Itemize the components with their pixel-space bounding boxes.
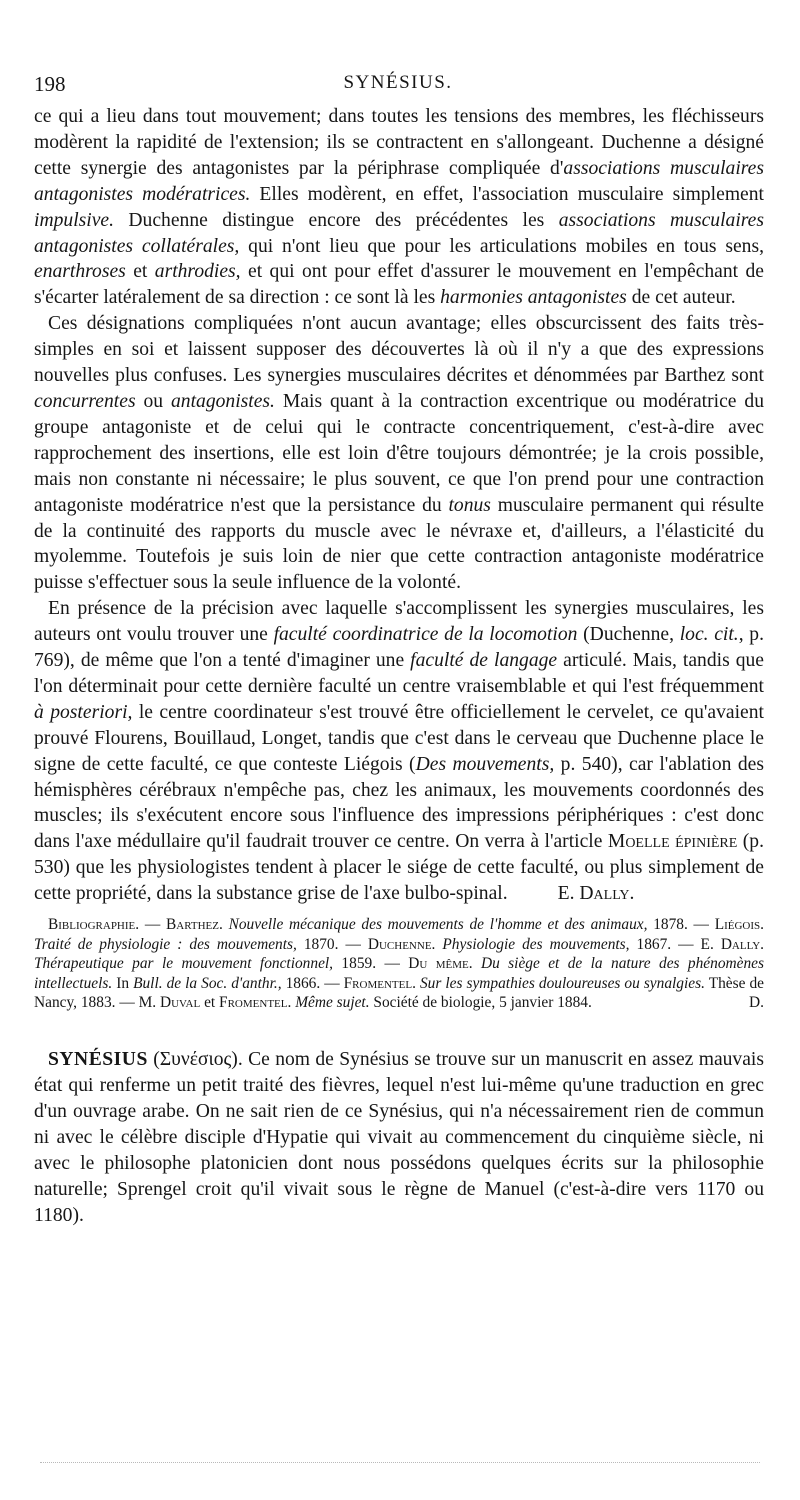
bibliography: Bibliographie. — Barthez. Nouvelle mécanique des mouvements de l'homme et des animaux, 1878. — Liégois. Traité de physiologie : des mouvements, 1870. — Duchenne. Physiologie des mouvements, 1867. — E. Dally. Thérapeutique par le mouvement fonctionnel, 1859. — Du même. Du siège et de la nature des phénomènes intellectuels. In Bull. de la Soc. d'anthr., 1866. — Fromentel. Sur les sympathies douloureuses ou synalgies. Thèse de Nancy, 1883. — M. Duval et Fromentel. Même sujet. Société de biologie, 5 janvier 1884. D. — [34, 916, 764, 1012]
bib-title: Bull. de la Soc. d'anthr., — [133, 974, 282, 992]
page-number: 198 — [34, 72, 66, 96]
text-run: ou — [135, 390, 171, 412]
text-run: (Duchenne, — [577, 624, 680, 646]
bib-title: Même sujet. — [295, 994, 370, 1012]
text-run: p. 540), car l'ablation des hémisphères cérébraux n'empêche pas, chez les animaux, les mouvements coordonnés des muscles; ils s'exécutent encore sous l'influence des impressions périphériques : c'est donc dans l'axe médullaire qu'il faudrait trouver ce centre. On verra à l'article — [34, 753, 764, 853]
bib-title: Nouvelle mécanique des mouvements de l'homme et des animaux, — [228, 916, 648, 934]
text-run: En présence de la précision avec laquelle s'accomplissent les synergies musculaires, les auteurs ont voulu trouver une — [34, 598, 764, 646]
text-run: Mais quant à la contraction excentrique ou modératrice du groupe antagoniste et de celui qui le contracte concentriquement, c'est-à-dire avec rapprochement des insertions, elle est loin d'être toujours démontrée; je la crois possible, mais non constante ni nécessaire; le plus souvent, ce que l'on prend pour une contraction antagoniste modératrice n'est que la persistance du — [34, 390, 764, 516]
bib-text: Société de biologie, 5 janvier 1884. — [369, 994, 592, 1012]
bib-author: Dally. — [720, 935, 764, 953]
italic-term: concurrentes — [34, 390, 136, 412]
italic-term: tonus — [448, 494, 491, 516]
italic-term: enarthroses — [34, 261, 126, 283]
bib-text: 1866. — — [281, 974, 344, 992]
paragraph-designations — [34, 311, 764, 596]
bib-author: Fromentel. — [219, 994, 292, 1012]
text-run: Duchenne distingue encore des précédentes les — [114, 209, 559, 231]
text-run: Ces désignations compliquées n'ont aucun avantage; elles obscurcissent des faits très-simples en soi et laissent supposer des découvertes là où il n'y a que des expressions nouvelles plus confuses. Les synergies musculaires décrites et dénommées par Barthez sont — [34, 313, 764, 387]
bib-text: Thèse de Nancy, 1883. — M. — [34, 974, 764, 1012]
bib-title: Traité de physiologie : des mouvements, — [34, 935, 297, 953]
text-run: , p. 769), de même que l'on a tenté d'imaginer une — [34, 624, 764, 672]
page-body — [34, 104, 764, 1228]
bottom-divider — [40, 1462, 760, 1465]
bib-title: Thérapeutique par le mouvement fonctionnel, — [34, 955, 334, 973]
text-run: articulé. Mais, tandis que l'on déterminait pour cette dernière faculté un centre vraisemblable et qui l'est fréquemment — [34, 650, 765, 697]
italic-term: associations musculaires antagonistes modératrices. — [34, 157, 764, 205]
running-header — [34, 72, 762, 102]
text-run: (p. 530) que les physiologistes tendent à placer le siége de cette faculté, ou plus simplement de cette propriété, dans la substance grise de l'axe bulbo-spinal. — [34, 831, 764, 905]
bib-text: 1859. — — [333, 955, 409, 973]
text-run: qui n'ont lieu que pour les articulations mobiles en tous sens, — [239, 235, 764, 257]
italic-term: associations musculaires antagonistes collatérales, — [34, 209, 764, 257]
running-title: SYNÉSIUS. — [343, 72, 453, 93]
italic-term: harmonies antagonistes — [440, 287, 627, 309]
bib-text: In — [112, 974, 134, 992]
text-run: le centre coordinateur s'est trouvé être officiellement le cervelet, ce qu'avaient prouvé Flourens, Bouillaud, Longet, tandis que c'est dans le cerveau que Duchenne place le signe de cette faculté, ce que conteste Liégois ( — [34, 701, 764, 775]
italic-term: arthrodies, — [154, 261, 241, 283]
entry-greek: (Συνέσιος). — [153, 1049, 243, 1071]
bib-title: Physiologie des mouvements, — [442, 935, 630, 953]
bib-text: 1867. — E. — [629, 935, 721, 953]
text-run: Elles modèrent, en effet, l'association musculaire simplement — [250, 183, 764, 205]
italic-term: Des mouvements, — [415, 753, 555, 775]
text-run: Ce nom de Synésius se trouve sur un manuscrit en assez mauvais état qui renferme un petit traité des fièvres, lequel n'est lui-même qu'une traduction en grec d'un ouvrage arabe. On ne sait rien de ce Synésius, qui n'a nécessairement rien de commun ni avec le célèbre disciple d'Hypatie qui vivait au commencement du cinquième siècle, ni avec le philosophe platonicien dont nous possédons quelques écrits sur la philosophie naturelle; Sprengel croit qu'il vivait sous le règne de Manuel (c'est-à-dire vers 1170 ou 1180). — [34, 1049, 764, 1226]
text-run: musculaire permanent qui résulte de la continuité des rapports du muscle avec le névraxe et, d'ailleurs, a l'élasticité du myolemme. Toutefois je suis loin de nier que cette contraction antagoniste modératrice puisse s'effectuer sous la seule influence de la volonté. — [34, 494, 764, 594]
cross-reference: Moelle épinière — [607, 831, 738, 853]
italic-term: faculté coordinatrice de la locomotion — [273, 624, 578, 646]
text-run: ce qui a lieu dans tout mouvement; dans toutes les tensions des membres, les fléchisseurs modèrent la rapidité de l'extension; ils se contractent en s'allongeant. Duchenne a désigné cette synergie des antagonistes par la périphrase compliquée d' — [34, 106, 764, 179]
italic-term: loc. cit. — [679, 624, 739, 646]
entry-synesius — [34, 1047, 764, 1228]
bibliography-signature: D. — [749, 994, 764, 1012]
bib-author: Barthez. — [165, 916, 223, 934]
author-signature: E. Dally. — [557, 883, 635, 905]
bib-title: Du siège et de la nature des phénomènes intellectuels. — [34, 955, 764, 992]
bib-author: Du même. — [408, 955, 473, 973]
bibliography-label: Bibliographie. — [48, 916, 140, 934]
text-run: et — [125, 261, 155, 283]
paragraph-continuation — [34, 104, 764, 311]
text-run: et qui ont pour effet d'assurer le mouvement en l'empêchant de s'écarter latéralement de sa direction : ce sont là les — [34, 261, 764, 309]
bib-title: Sur les sympathies douloureuses ou synalgies. — [419, 974, 705, 992]
italic-term: à posteriori, — [34, 701, 133, 723]
paragraph-coordination — [34, 596, 764, 907]
bib-author: Fromentel. — [343, 974, 416, 992]
text-run: de cet auteur. — [626, 287, 736, 309]
italic-term: impulsive. — [34, 209, 114, 231]
bib-text: 1870. — — [296, 935, 368, 953]
bib-author: Liégois. — [714, 916, 764, 934]
bib-text: 1878. — — [647, 916, 715, 934]
entry-headword: SYNÉSIUS — [48, 1049, 148, 1071]
bib-author: Duchenne. — [367, 935, 436, 953]
italic-term: faculté de langage — [410, 650, 558, 672]
italic-term: antagonistes. — [171, 390, 275, 412]
bib-author: Duval — [159, 994, 201, 1012]
bib-text: et — [200, 994, 220, 1012]
